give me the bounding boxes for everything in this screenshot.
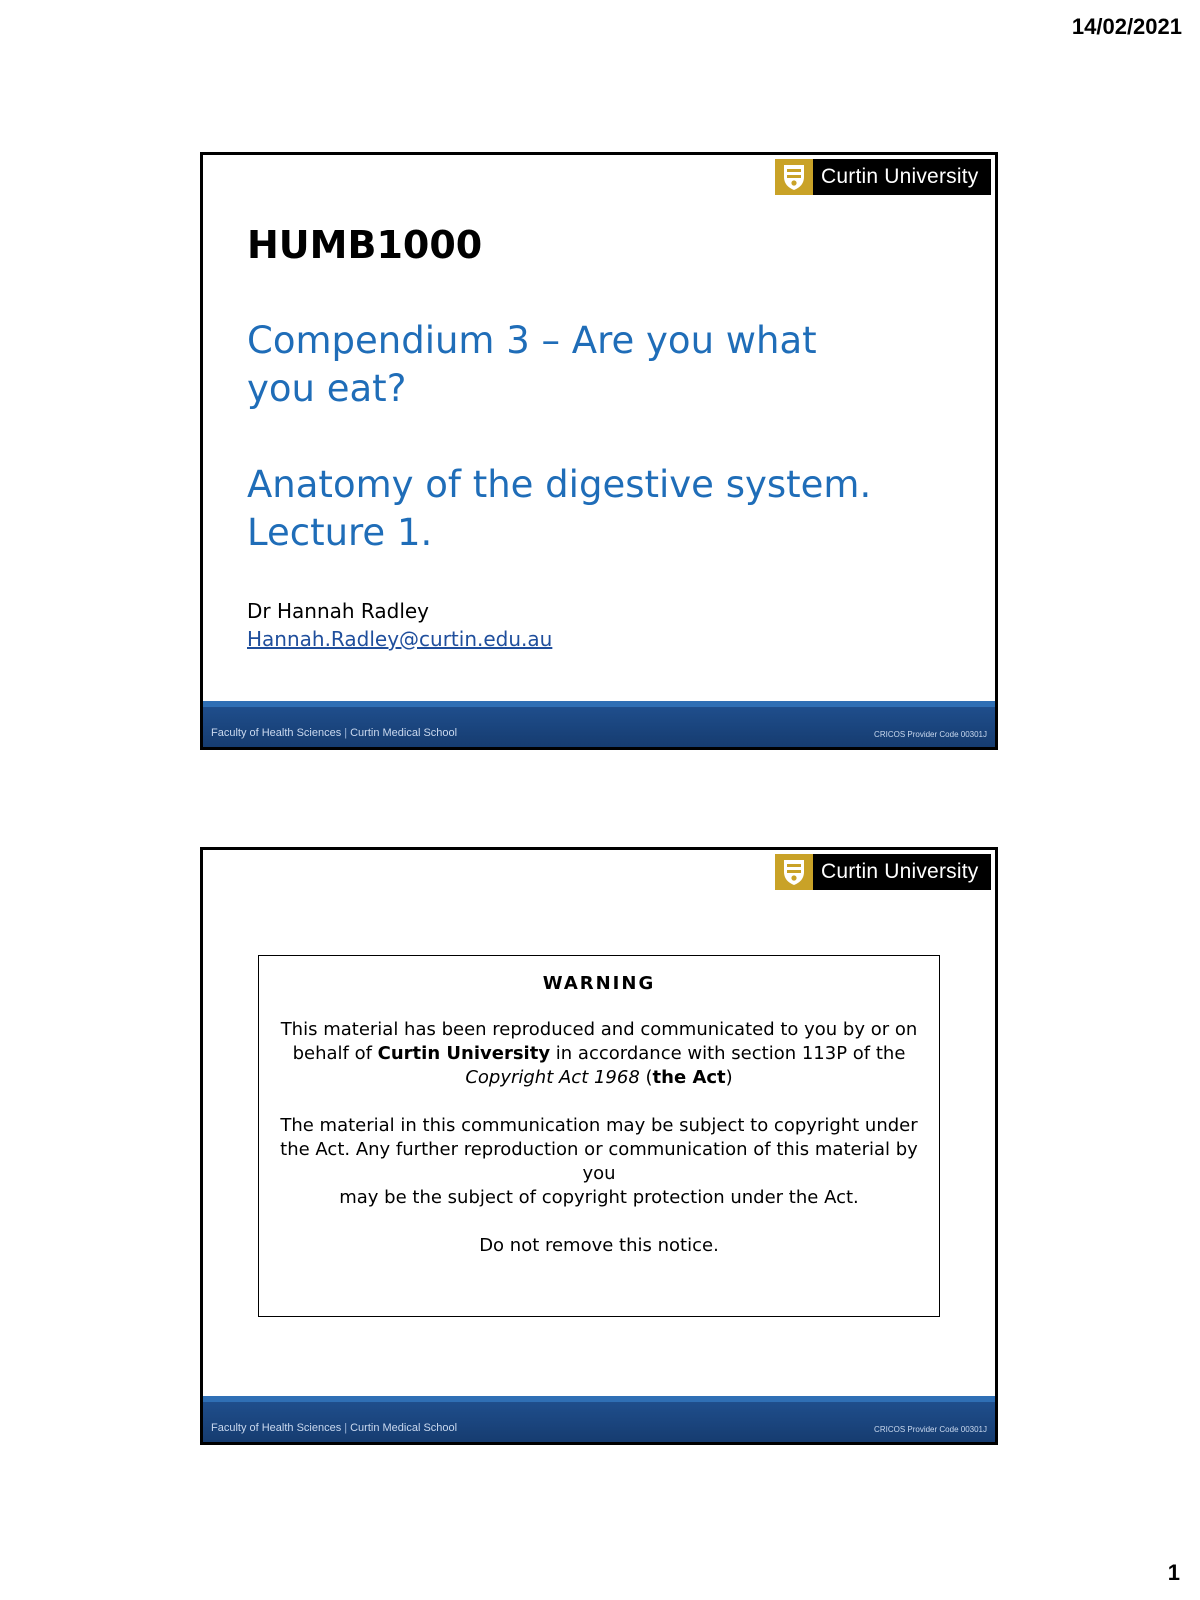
curtin-logo [775,159,991,195]
warning-paragraph-3: Do not remove this notice. [479,1235,719,1256]
warning-p1-the-act: the Act [652,1067,726,1088]
slide-footer [203,1396,995,1442]
footer-separator: | [344,1422,348,1434]
lecture-title-line2: Lecture 1. [247,511,433,554]
warning-p1-text-c: in accordance with section 113P of the [550,1043,906,1064]
author-email-link[interactable]: Hannah.Radley@curtin.edu.au [247,627,553,651]
footer-separator: | [344,727,348,739]
page-number: 1 [1167,1560,1180,1585]
footer-school-name: Curtin Medical School [350,727,458,739]
lecture-title [247,461,947,557]
footer-cricos: CRICOS Provider Code 00301J [874,730,987,739]
curtin-logo [775,854,991,890]
compendium-title-line1: Compendium 3 – Are you what [247,319,817,362]
crest-icon [775,159,813,195]
footer-faculty [211,727,457,739]
page-date: 14/02/2021 [1071,14,1182,39]
warning-title: WARNING [542,973,656,994]
warning-p1-text-b: behalf of [292,1043,378,1064]
footer-faculty-name: Faculty of Health Sciences [211,1422,342,1434]
footer-cricos: CRICOS Provider Code 00301J [874,1425,987,1434]
slide-footer [203,701,995,747]
warning-paragraph-2 [271,1114,927,1210]
course-code: HUMB1000 [247,223,483,267]
slide-title [200,152,998,750]
footer-school-name: Curtin Medical School [350,1422,458,1434]
compendium-title-line2: you eat? [247,367,407,410]
footer-faculty-name: Faculty of Health Sciences [211,727,342,739]
crest-icon [775,854,813,890]
warning-p2-text-b: may be the subject of copyright protection under the Act. [339,1187,859,1208]
warning-p1-act-name: Copyright Act 1968 [465,1067,640,1088]
brand-name: Curtin University [821,860,979,883]
warning-p1-text-e: ) [725,1067,733,1088]
warning-p1-text-d: ( [639,1067,653,1088]
slide-copyright-warning [200,847,998,1445]
warning-p1-text-a: This material has been reproduced and communicated to you by or on [280,1019,918,1040]
footer-faculty [211,1422,457,1434]
lecture-title-line1: Anatomy of the digestive system. [247,463,872,506]
warning-p1-university: Curtin University [377,1043,551,1064]
compendium-title [247,317,947,413]
brand-name: Curtin University [821,165,979,188]
copyright-warning-box [258,955,940,1317]
warning-p2-text-a: The material in this communication may be subject to copyright under the Act. Any further reproduction or communication of this material by you [280,1115,918,1184]
author-name: Dr Hannah Radley [247,599,430,623]
warning-paragraph-1 [271,1018,927,1090]
